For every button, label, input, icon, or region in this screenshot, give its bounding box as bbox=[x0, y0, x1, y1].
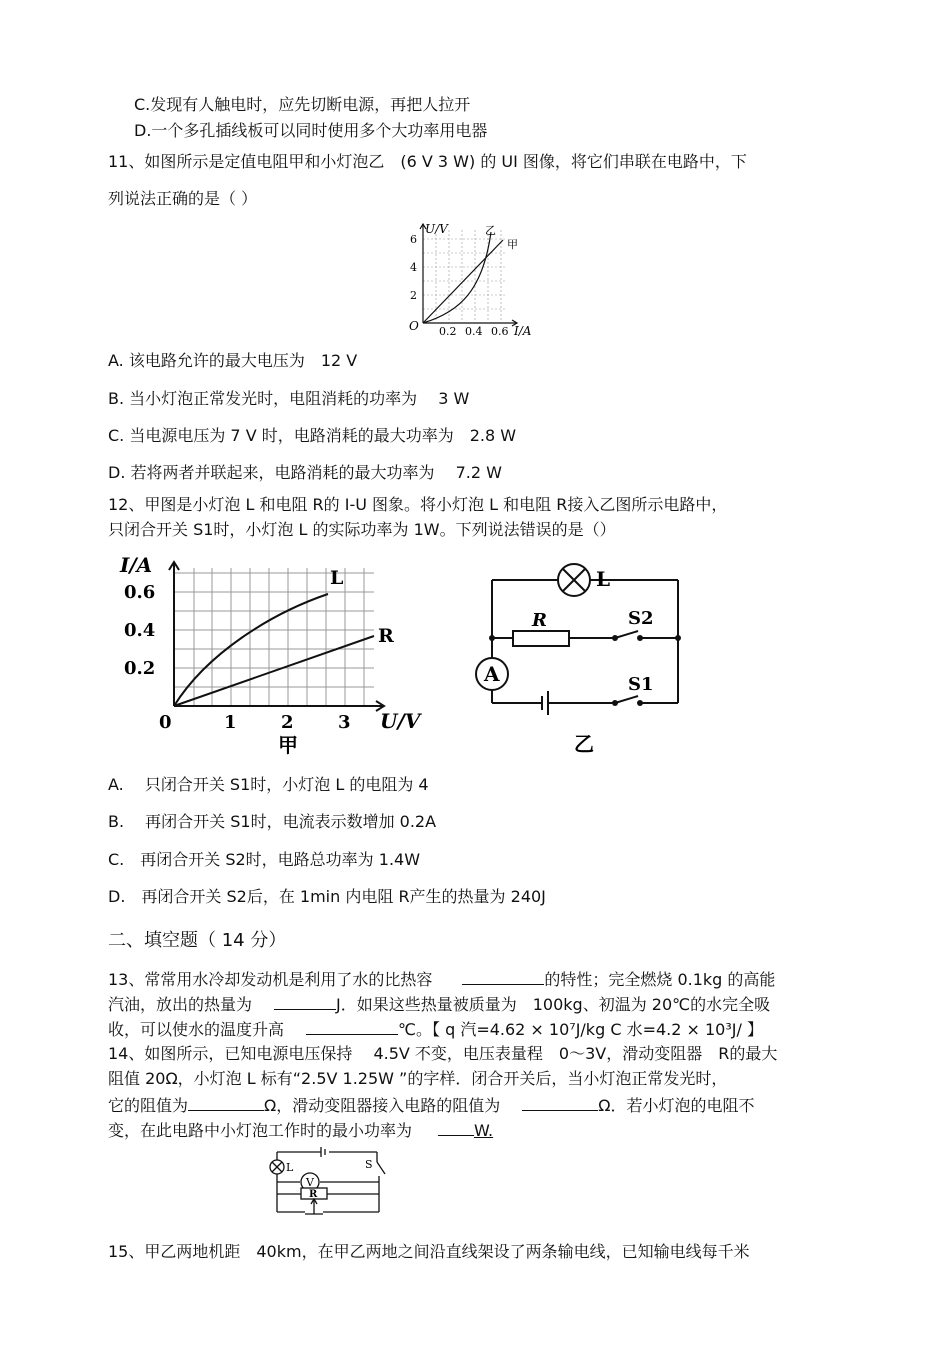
lamp-label-L: L bbox=[596, 567, 611, 591]
resistor-label-R: R bbox=[532, 610, 547, 631]
question-12-stem-line2: 只闭合开关 S1时，小灯泡 L 的实际功率为 1W。下列说法错误的是（） bbox=[108, 520, 616, 539]
curve-label-L: L bbox=[330, 567, 344, 589]
voltmeter-label: V bbox=[306, 1176, 314, 1189]
question-11-stem-line2: 列说法正确的是（ ） bbox=[108, 189, 258, 208]
q13-text-4: J．如果这些热量被质量为 100kg、初温为 20℃的水完全吸 bbox=[336, 995, 771, 1014]
section-title-fill-in: 二、填空题（ 14 分） bbox=[108, 930, 287, 951]
x-tick-1: 1 bbox=[224, 712, 237, 733]
curve-label-yi: 乙 bbox=[485, 224, 496, 237]
answer-blank-13-2[interactable] bbox=[274, 993, 336, 1010]
switch-label-S: S bbox=[365, 1158, 373, 1171]
x-axis-label: U/V bbox=[380, 709, 421, 733]
y-tick-0.6: 0.6 bbox=[124, 582, 156, 603]
q13-text-5: 收，可以使水的温度升高 bbox=[108, 1020, 285, 1039]
question-11-stem-line1: 11、如图所示是定值电阻甲和小灯泡乙 (6 V 3 W) 的 UI 图像，将它们串联在电路中，下 bbox=[108, 152, 747, 171]
y-axis-label: I/A bbox=[120, 553, 153, 577]
origin-label: O bbox=[409, 319, 419, 333]
q13-text-6: ℃。【 q 汽=4.62 × 10⁷J/kg C 水=4.2 × 10³J/ 】 bbox=[398, 1020, 763, 1039]
y-tick-0.2: 0.2 bbox=[124, 658, 156, 679]
q14-text-5: W. bbox=[474, 1121, 494, 1140]
question-13-line3 bbox=[108, 1018, 763, 1040]
option-d-q10: D.一个多孔插线板可以同时使用多个大功率用电器 bbox=[134, 121, 488, 140]
figure-q14-circuit bbox=[265, 1142, 393, 1234]
y-tick-2: 2 bbox=[410, 289, 417, 302]
answer-blank-14-3[interactable] bbox=[438, 1119, 474, 1136]
question-13-line1 bbox=[108, 968, 775, 990]
answer-blank-14-2[interactable] bbox=[522, 1094, 598, 1111]
x-tick-0.6: 0.6 bbox=[491, 325, 509, 338]
line-R bbox=[174, 636, 374, 706]
answer-blank-13-1[interactable] bbox=[462, 968, 544, 985]
x-axis-label: I/A bbox=[514, 324, 532, 338]
q13-text-3: 汽油，放出的热量为 bbox=[108, 995, 253, 1014]
curve-label-jia: 甲 bbox=[507, 238, 518, 251]
y-tick-0.4: 0.4 bbox=[124, 620, 156, 641]
q14-text-4: 变，在此电路中小灯泡工作时的最小功率为 bbox=[108, 1121, 413, 1140]
ammeter-label: A bbox=[484, 662, 500, 686]
figure-q11-ui-graph bbox=[405, 220, 540, 342]
option-d-q11: D. 若将两者并联起来，电路消耗的最大功率为 7.2 W bbox=[108, 463, 502, 482]
question-14-line1: 14、如图所示，已知电源电压保持 4.5V 不变，电压表量程 0～3V，滑动变阻器 R的最大 bbox=[108, 1044, 778, 1063]
question-14-line3 bbox=[108, 1094, 754, 1116]
curve-label-R: R bbox=[378, 625, 394, 647]
lamp-label-L: L bbox=[286, 1161, 294, 1174]
origin-label: 0 bbox=[159, 712, 172, 733]
option-c-q10: C.发现有人触电时，应先切断电源，再把人拉开 bbox=[134, 95, 471, 114]
question-15-line1: 15、甲乙两地机距 40km，在甲乙两地之间沿直线架设了两条输电线，已知输电线每千米 bbox=[108, 1242, 750, 1261]
x-tick-2: 2 bbox=[281, 712, 294, 733]
figure-caption-jia: 甲 bbox=[278, 733, 298, 757]
question-12-stem-line1: 12、甲图是小灯泡 L 和电阻 R的 I-U 图象。将小灯泡 L 和电阻 R接入乙图所示电路中， bbox=[108, 495, 728, 514]
curve-yi-lamp bbox=[423, 232, 491, 323]
question-14-line4 bbox=[108, 1119, 493, 1141]
y-tick-6: 6 bbox=[410, 233, 417, 246]
x-tick-3: 3 bbox=[338, 712, 351, 733]
option-d-q12: D. 再闭合开关 S2后，在 1min 内电阻 R产生的热量为 240J bbox=[108, 887, 546, 906]
line-jia-resistor bbox=[423, 240, 503, 323]
figure-caption-yi: 乙 bbox=[574, 732, 594, 756]
rheostat-label-R: R bbox=[309, 1189, 318, 1200]
option-a-q11: A. 该电路允许的最大电压为 12 V bbox=[108, 351, 358, 370]
option-c-q11: C. 当电源电压为 7 V 时，电路消耗的最大功率为 2.8 W bbox=[108, 426, 517, 445]
q13-text-2: 的特性；完全燃烧 0.1kg 的高能 bbox=[544, 970, 776, 989]
option-c-q12: C. 再闭合开关 S2时，电路总功率为 1.4W bbox=[108, 850, 421, 869]
q14-text-2: Ω，滑动变阻器接入电路的阻值为 bbox=[264, 1096, 501, 1115]
q13-text-1: 13、常常用水冷却发动机是利用了水的比热容 bbox=[108, 970, 433, 989]
q14-text-3: Ω．若小灯泡的电阻不 bbox=[598, 1096, 755, 1115]
option-b-q11: B. 当小灯泡正常发光时，电阻消耗的功率为 3 W bbox=[108, 389, 470, 408]
figure-q12-circuit-yi bbox=[470, 558, 695, 758]
x-tick-0.2: 0.2 bbox=[439, 325, 457, 338]
x-tick-0.4: 0.4 bbox=[465, 325, 483, 338]
question-13-line2 bbox=[108, 993, 770, 1015]
option-a-q12: A. 只闭合开关 S1时，小灯泡 L 的电阻为 4 bbox=[108, 775, 429, 794]
switch-label-S1: S1 bbox=[628, 674, 654, 695]
switch-label-S2: S2 bbox=[628, 608, 654, 629]
y-axis-label: U/V bbox=[425, 222, 448, 236]
y-tick-4: 4 bbox=[410, 261, 417, 274]
q14-text-1: 它的阻值为 bbox=[108, 1096, 189, 1115]
figure-q12-iu-graph-jia bbox=[112, 548, 452, 758]
answer-blank-13-3[interactable] bbox=[306, 1018, 398, 1035]
option-b-q12: B. 再闭合开关 S1时，电流表示数增加 0.2A bbox=[108, 812, 437, 831]
question-14-line2: 阻值 20Ω，小灯泡 L 标有“2.5V 1.25W ”的字样．闭合开关后，当小灯泡正常发光时， bbox=[108, 1069, 728, 1088]
answer-blank-14-1[interactable] bbox=[188, 1094, 264, 1111]
